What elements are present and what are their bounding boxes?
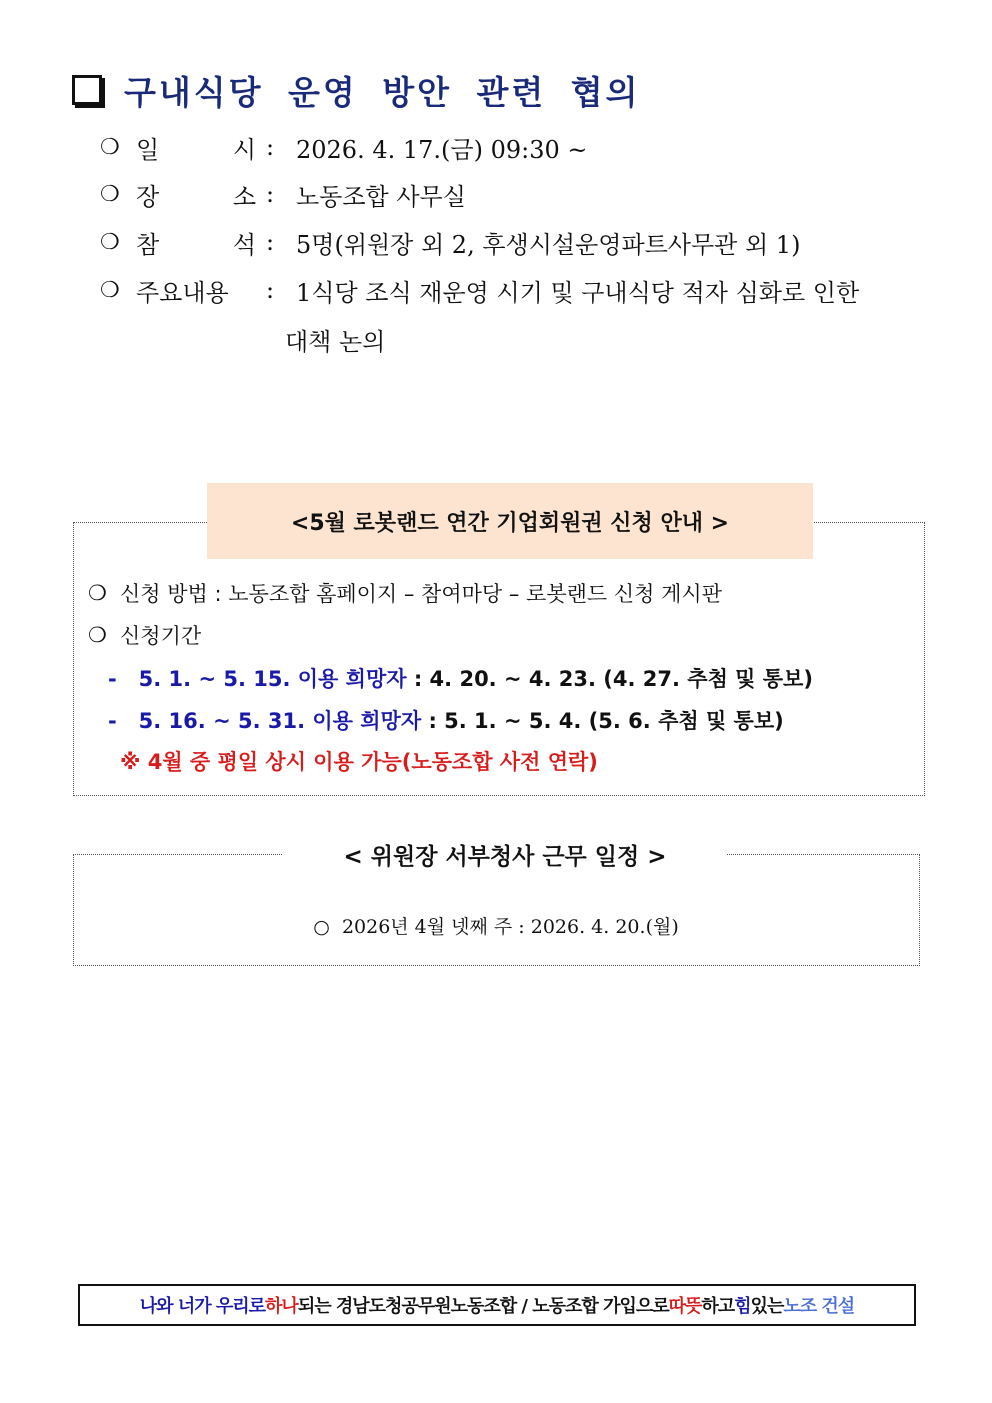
usage-note: ※ 4월 중 평일 상시 이용 가능(노동조합 사전 연락) [120,750,598,774]
circle-bullet-icon: ❍ [100,181,120,207]
period-schedule: : 5. 1. ~ 5. 4. (5. 6. 추첨 및 통보) [421,709,784,733]
circle-bullet-icon: ❍ [88,623,107,647]
footer-slogan [78,1284,916,1326]
robotland-notice-title: <5월 로봇랜드 연간 기업회원권 신청 안내 > [207,483,813,559]
slogan-part: 힘 [734,1296,751,1317]
circle-bullet-icon: ❍ [100,229,120,255]
slogan-part: 있는 [750,1296,784,1317]
slogan-part: 따뜻 [668,1296,702,1317]
period-row: - 5. 16. ~ 5. 31. 이용 희망자 : 5. 1. ~ 5. 4. (5. 6. 추첨 및 통보) [108,709,784,733]
circle-bullet-icon: ❍ [88,581,107,605]
period-range: 5. 1. ~ 5. 15. 이용 희망자 [138,667,407,691]
item-label: 일 시 [136,135,256,164]
item-label: 주요내용 [136,278,229,307]
checkbox-icon [72,75,102,105]
content-continuation: 대책 논의 [285,328,386,356]
apply-period-line: ❍ 신청기간 [88,623,202,648]
period-row: - 5. 1. ~ 5. 15. 이용 희망자 : 4. 20. ~ 4. 23. (4. 27. 추첨 및 통보) [108,667,813,691]
slogan-part: 하고 [701,1296,735,1317]
info-item-attendees: ❍ 참 석 : 5명(위원장 외 2, 후생시설운영파트사무관 외 1) [100,225,800,259]
item-label: 참 석 [136,230,256,259]
item-value: 2026. 4. 17.(금) 09:30 ~ [296,135,588,164]
info-item-time: ❍ 일 시 : 2026. 4. 17.(금) 09:30 ~ [100,130,587,164]
info-item-content: ❍ 주요내용 : 1식당 조식 재운영 시기 및 구내식당 적자 심화로 인한 [100,273,859,307]
slogan-part: 노조 건설 [783,1296,855,1317]
schedule-line: ○ 2026년 4월 넷째 주 : 2026. 4. 20.(월) [313,916,679,938]
slogan-part: 되는 경남도청공무원노동조합 / 노동조합 가입으로 [297,1296,669,1317]
item-label: 장 소 [136,182,256,211]
slogan-part: 하나 [265,1296,298,1317]
circle-bullet-icon: ❍ [100,134,120,160]
schedule-title: < 위원장 서부청사 근무 일정 > [283,836,727,872]
item-value: 노동조합 사무실 [296,182,466,211]
circle-bullet-icon: ○ [313,916,330,938]
period-schedule: : 4. 20. ~ 4. 23. (4. 27. 추첨 및 통보) [406,667,813,691]
period-range: 5. 16. ~ 5. 31. 이용 희망자 [138,709,422,733]
section-header [72,68,641,112]
item-value: 1식당 조식 재운영 시기 및 구내식당 적자 심화로 인한 [296,278,860,307]
section-title: 구내식당 운영 방안 관련 협의 [124,72,641,112]
slogan-part: 나와 너가 우리로 [139,1296,266,1317]
circle-bullet-icon: ❍ [100,277,120,303]
apply-method-line: ❍ 신청 방법 : 노동조합 홈페이지 – 참여마당 – 로봇랜드 신청 게시판 [88,581,722,606]
item-value: 5명(위원장 외 2, 후생시설운영파트사무관 외 1) [296,230,801,259]
info-item-place: ❍ 장 소 : 노동조합 사무실 [100,177,466,211]
